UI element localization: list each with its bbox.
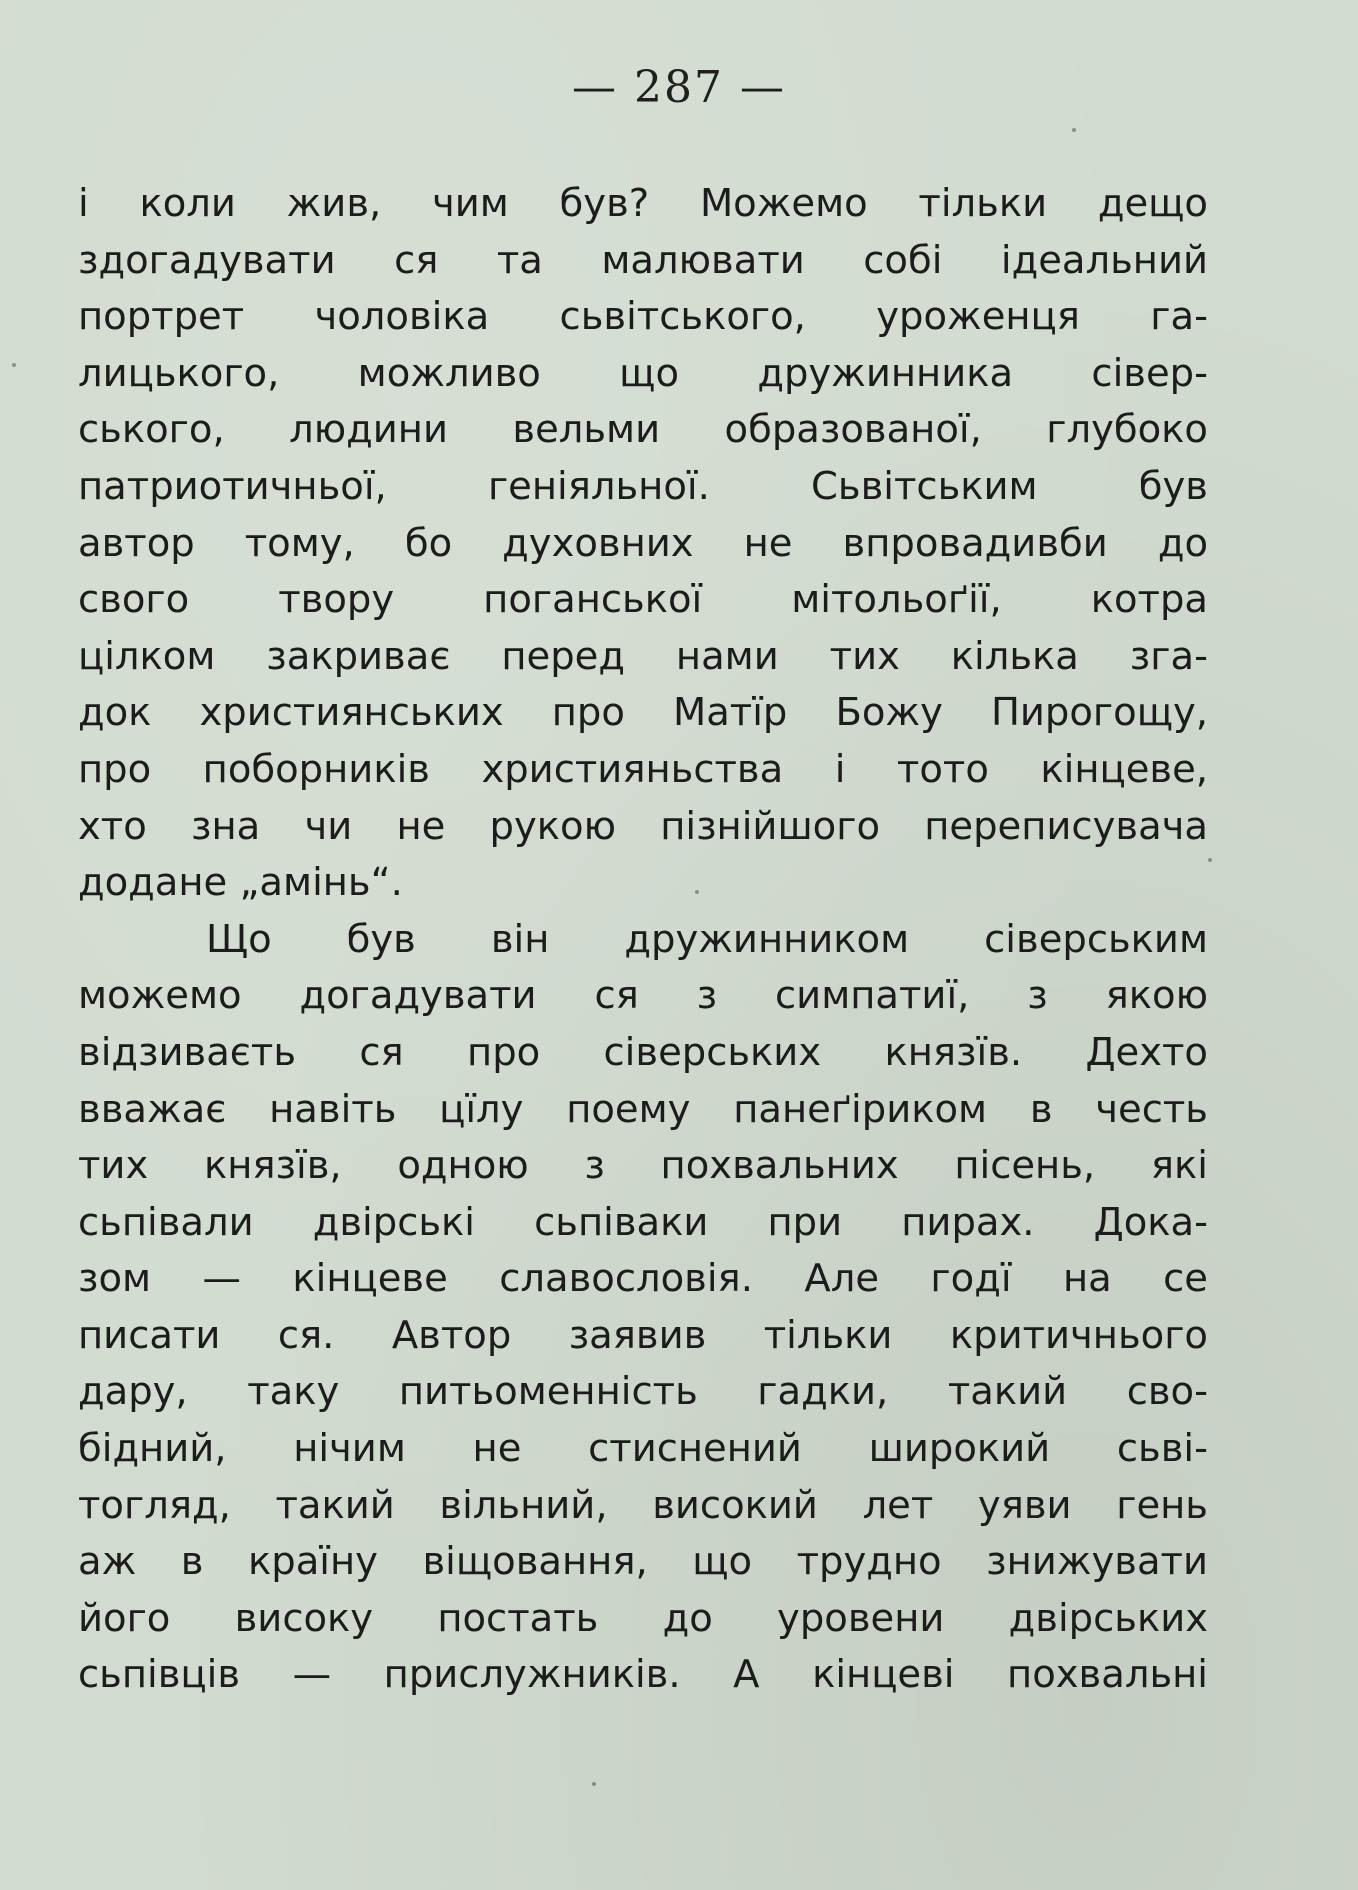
text-line: його високу постать до уровени двірських [78, 1595, 1208, 1641]
text-line: Що був він дружинником сіверським [206, 916, 1208, 962]
text-line: автор тому, бо духовних не впровадивби до [78, 520, 1208, 566]
text-line: дару, таку питьоменність гадки, такий сво- [78, 1369, 1208, 1415]
text-line: док християнських про Матїр Божу Пирогощу, [78, 690, 1208, 736]
text-line: відзиваєть ся про сіверських князїв. Дехто [78, 1029, 1208, 1075]
text-line: вважає навіть цїлу поему панеґіриком в честь [78, 1086, 1208, 1132]
text-line: сьпівали двірські сьпіваки при пирах. Дока- [78, 1199, 1208, 1245]
text-line: про поборників християньства і тото кінцеве, [78, 746, 1208, 792]
text-line: здогадувати ся та малювати собі ідеальний [78, 237, 1208, 283]
text-line: писати ся. Автор заявив тільки критичнього [78, 1312, 1208, 1358]
text-line: лицького, можливо що дружинника сівер- [78, 350, 1208, 396]
body-text [78, 176, 1208, 1704]
paper-speck [1072, 128, 1076, 132]
page-number: — 287 — [572, 62, 786, 113]
text-line: цілком закриває перед нами тих кілька зга- [78, 633, 1208, 679]
paper-speck [592, 1782, 596, 1786]
text-line: можемо догадувати ся з симпатиї, з якою [78, 973, 1208, 1019]
text-line: свого твору поганської мітольоґії, котра [78, 577, 1208, 623]
text-line: тих князїв, одною з похвальних пісень, які [78, 1143, 1208, 1189]
text-line: додане „амінь“. [78, 860, 403, 906]
text-line: зом — кінцеве славословія. Але годї на се [78, 1256, 1208, 1302]
text-line: патриотичньої, геніяльної. Сьвітським був [78, 463, 1208, 509]
paper-speck [12, 363, 16, 367]
paragraph-2 [78, 912, 1208, 1704]
paper-speck [1208, 858, 1212, 862]
text-line: ського, людини вельми образованої, глубоко [78, 407, 1208, 453]
text-line: тогляд, такий вільний, високий лет уяви гень [78, 1482, 1208, 1528]
text-line: портрет чоловіка сьвітського, уроженця га- [78, 294, 1208, 340]
text-line: аж в країну віщовання, що трудно знижувати [78, 1539, 1208, 1585]
text-line: сьпівців — прислужників. А кінцеві похвальні [78, 1652, 1208, 1698]
text-line: бідний, нічим не стиснений широкий сьві- [78, 1426, 1208, 1472]
paper-speck [695, 890, 699, 894]
text-line: і коли жив, чим був? Можемо тільки дещо [78, 181, 1208, 226]
paragraph-1 [78, 176, 1208, 912]
text-line: хто зна чи не рукою пізнійшого переписувача [78, 803, 1208, 849]
